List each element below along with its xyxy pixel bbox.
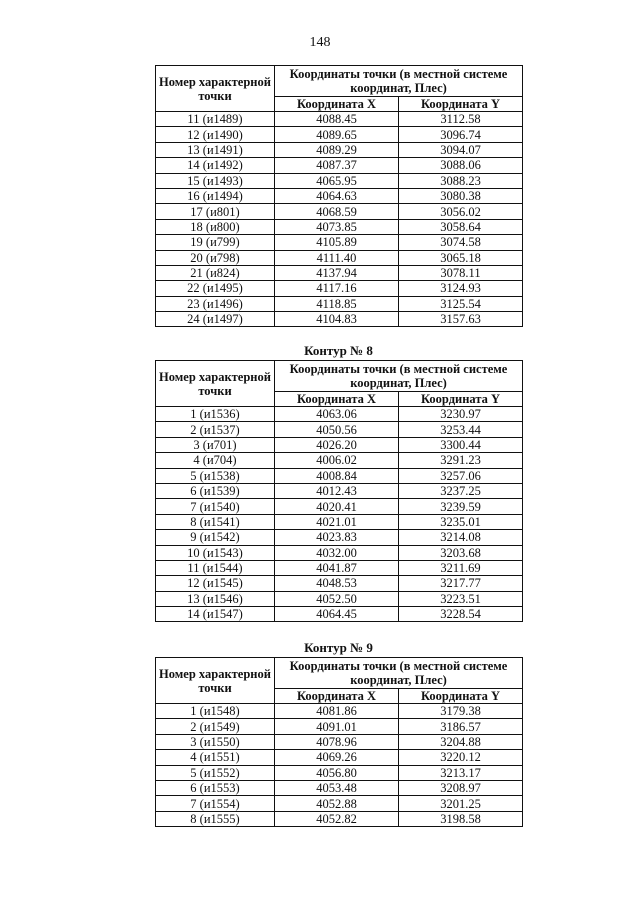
x-coordinate-cell: 4008.84	[275, 468, 399, 483]
table-row	[156, 188, 523, 203]
table-row	[156, 158, 523, 173]
table-row	[156, 499, 523, 514]
y-coordinate-cell: 3065.18	[399, 250, 523, 265]
point-number-cell: 12 (и1490)	[156, 127, 275, 142]
x-coordinate-cell: 4089.65	[275, 127, 399, 142]
y-coordinate-cell: 3198.58	[399, 811, 523, 826]
y-coordinate-cell: 3217.77	[399, 576, 523, 591]
x-coordinate-cell: 4041.87	[275, 560, 399, 575]
y-coordinate-cell: 3291.23	[399, 453, 523, 468]
table-row	[156, 811, 523, 826]
point-number-cell: 12 (и1545)	[156, 576, 275, 591]
x-coordinate-cell: 4050.56	[275, 422, 399, 437]
x-coordinate-cell: 4052.50	[275, 591, 399, 606]
x-coordinate-cell: 4064.63	[275, 188, 399, 203]
point-number-cell: 22 (и1495)	[156, 281, 275, 296]
y-coordinate-cell: 3125.54	[399, 296, 523, 311]
point-number-cell: 18 (и800)	[156, 219, 275, 234]
point-number-cell: 15 (и1493)	[156, 173, 275, 188]
y-coordinate-cell: 3074.58	[399, 235, 523, 250]
x-coordinate-cell: 4105.89	[275, 235, 399, 250]
table-row	[156, 235, 523, 250]
x-coordinate-header: Координата X	[275, 392, 399, 407]
table-row	[156, 780, 523, 795]
x-coordinate-cell: 4137.94	[275, 265, 399, 280]
table-row	[156, 142, 523, 157]
table-row	[156, 607, 523, 622]
y-coordinate-cell: 3300.44	[399, 437, 523, 452]
table-row	[156, 576, 523, 591]
y-coordinate-cell: 3211.69	[399, 560, 523, 575]
coordinates-table	[155, 360, 523, 622]
y-coordinate-cell: 3253.44	[399, 422, 523, 437]
point-number-cell: 16 (и1494)	[156, 188, 275, 203]
table-row	[156, 453, 523, 468]
y-coordinate-cell: 3157.63	[399, 312, 523, 327]
table-row	[156, 281, 523, 296]
point-number-cell: 24 (и1497)	[156, 312, 275, 327]
point-number-cell: 10 (и1543)	[156, 545, 275, 560]
contour-title: Контур № 8	[304, 343, 373, 358]
point-number-cell: 9 (и1542)	[156, 530, 275, 545]
y-coordinate-cell: 3124.93	[399, 281, 523, 296]
table-row	[156, 265, 523, 280]
point-number-cell: 11 (и1489)	[156, 112, 275, 127]
y-coordinate-cell: 3186.57	[399, 719, 523, 734]
table-row	[156, 296, 523, 311]
contour-8-block	[155, 342, 522, 622]
coordinates-header: Координаты точки (в местной системе координат, Плес)	[275, 658, 523, 689]
contour-9-block	[155, 639, 522, 827]
y-coordinate-cell: 3208.97	[399, 780, 523, 795]
x-coordinate-cell: 4089.29	[275, 142, 399, 157]
y-coordinate-header: Координата Y	[399, 689, 523, 704]
y-coordinate-cell: 3058.64	[399, 219, 523, 234]
contour-title: Контур № 9	[304, 640, 373, 655]
x-coordinate-cell: 4117.16	[275, 281, 399, 296]
point-number-cell: 6 (и1539)	[156, 483, 275, 498]
point-number-header: Номер характерной точки	[156, 658, 275, 704]
table-row	[156, 530, 523, 545]
y-coordinate-cell: 3239.59	[399, 499, 523, 514]
x-coordinate-cell: 4026.20	[275, 437, 399, 452]
point-number-cell: 1 (и1536)	[156, 407, 275, 422]
x-coordinate-cell: 4056.80	[275, 765, 399, 780]
table-row	[156, 173, 523, 188]
table-row	[156, 796, 523, 811]
table-row	[156, 514, 523, 529]
x-coordinate-cell: 4068.59	[275, 204, 399, 219]
x-coordinate-cell: 4118.85	[275, 296, 399, 311]
point-number-header: Номер характерной точки	[156, 361, 275, 407]
y-coordinate-cell: 3228.54	[399, 607, 523, 622]
table-row	[156, 483, 523, 498]
point-number-cell: 6 (и1553)	[156, 780, 275, 795]
point-number-cell: 21 (и824)	[156, 265, 275, 280]
x-coordinate-cell: 4012.43	[275, 483, 399, 498]
y-coordinate-cell: 3204.88	[399, 734, 523, 749]
point-number-cell: 13 (и1491)	[156, 142, 275, 157]
y-coordinate-cell: 3088.06	[399, 158, 523, 173]
x-coordinate-cell: 4023.83	[275, 530, 399, 545]
x-coordinate-cell: 4006.02	[275, 453, 399, 468]
table-row	[156, 312, 523, 327]
coordinates-table	[155, 657, 523, 827]
y-coordinate-cell: 3235.01	[399, 514, 523, 529]
x-coordinate-cell: 4088.45	[275, 112, 399, 127]
y-coordinate-cell: 3112.58	[399, 112, 523, 127]
y-coordinate-cell: 3179.38	[399, 704, 523, 719]
point-number-header: Номер характерной точки	[156, 66, 275, 112]
point-number-cell: 4 (и1551)	[156, 750, 275, 765]
point-number-cell: 1 (и1548)	[156, 704, 275, 719]
y-coordinate-header: Координата Y	[399, 392, 523, 407]
table-row	[156, 422, 523, 437]
x-coordinate-cell: 4073.85	[275, 219, 399, 234]
table-row	[156, 250, 523, 265]
point-number-cell: 3 (и1550)	[156, 734, 275, 749]
x-coordinate-cell: 4111.40	[275, 250, 399, 265]
table-row	[156, 112, 523, 127]
table-header-row	[156, 658, 523, 689]
x-coordinate-cell: 4087.37	[275, 158, 399, 173]
x-coordinate-cell: 4081.86	[275, 704, 399, 719]
x-coordinate-cell: 4053.48	[275, 780, 399, 795]
x-coordinate-cell: 4064.45	[275, 607, 399, 622]
y-coordinate-cell: 3201.25	[399, 796, 523, 811]
table-row	[156, 719, 523, 734]
y-coordinate-cell: 3094.07	[399, 142, 523, 157]
x-coordinate-cell: 4020.41	[275, 499, 399, 514]
x-coordinate-cell: 4104.83	[275, 312, 399, 327]
coordinates-header: Координаты точки (в местной системе координат, Плес)	[275, 66, 523, 97]
x-coordinate-cell: 4048.53	[275, 576, 399, 591]
table-row	[156, 437, 523, 452]
y-coordinate-cell: 3078.11	[399, 265, 523, 280]
y-coordinate-header: Координата Y	[399, 97, 523, 112]
x-coordinate-cell: 4052.88	[275, 796, 399, 811]
table-row	[156, 468, 523, 483]
y-coordinate-cell: 3223.51	[399, 591, 523, 606]
page-number: 148	[309, 35, 331, 50]
point-number-cell: 14 (и1547)	[156, 607, 275, 622]
table-row	[156, 704, 523, 719]
x-coordinate-cell: 4091.01	[275, 719, 399, 734]
table-row	[156, 750, 523, 765]
x-coordinate-cell: 4069.26	[275, 750, 399, 765]
point-number-cell: 8 (и1541)	[156, 514, 275, 529]
point-number-cell: 5 (и1538)	[156, 468, 275, 483]
y-coordinate-cell: 3257.06	[399, 468, 523, 483]
x-coordinate-header: Координата X	[275, 97, 399, 112]
table-row	[156, 560, 523, 575]
table-row	[156, 127, 523, 142]
point-number-cell: 3 (и701)	[156, 437, 275, 452]
x-coordinate-cell: 4065.95	[275, 173, 399, 188]
table-header-row	[156, 361, 523, 392]
x-coordinate-cell: 4021.01	[275, 514, 399, 529]
point-number-cell: 8 (и1555)	[156, 811, 275, 826]
table-row	[156, 204, 523, 219]
x-coordinate-cell: 4032.00	[275, 545, 399, 560]
y-coordinate-cell: 3096.74	[399, 127, 523, 142]
point-number-cell: 2 (и1549)	[156, 719, 275, 734]
point-number-cell: 11 (и1544)	[156, 560, 275, 575]
point-number-cell: 7 (и1540)	[156, 499, 275, 514]
point-number-cell: 19 (и799)	[156, 235, 275, 250]
point-number-cell: 20 (и798)	[156, 250, 275, 265]
y-coordinate-cell: 3080.38	[399, 188, 523, 203]
y-coordinate-cell: 3220.12	[399, 750, 523, 765]
y-coordinate-cell: 3214.08	[399, 530, 523, 545]
coordinates-table	[155, 65, 523, 327]
table-row	[156, 734, 523, 749]
x-coordinate-cell: 4063.06	[275, 407, 399, 422]
point-number-cell: 13 (и1546)	[156, 591, 275, 606]
coordinates-table-block	[155, 65, 522, 327]
y-coordinate-cell: 3088.23	[399, 173, 523, 188]
point-number-cell: 17 (и801)	[156, 204, 275, 219]
y-coordinate-cell: 3237.25	[399, 483, 523, 498]
x-coordinate-header: Координата X	[275, 689, 399, 704]
x-coordinate-cell: 4052.82	[275, 811, 399, 826]
x-coordinate-cell: 4078.96	[275, 734, 399, 749]
y-coordinate-cell: 3056.02	[399, 204, 523, 219]
point-number-cell: 23 (и1496)	[156, 296, 275, 311]
coordinates-header: Координаты точки (в местной системе координат, Плес)	[275, 361, 523, 392]
point-number-cell: 2 (и1537)	[156, 422, 275, 437]
point-number-cell: 7 (и1554)	[156, 796, 275, 811]
table-row	[156, 591, 523, 606]
point-number-cell: 5 (и1552)	[156, 765, 275, 780]
table-row	[156, 765, 523, 780]
y-coordinate-cell: 3213.17	[399, 765, 523, 780]
point-number-cell: 14 (и1492)	[156, 158, 275, 173]
table-row	[156, 545, 523, 560]
y-coordinate-cell: 3230.97	[399, 407, 523, 422]
point-number-cell: 4 (и704)	[156, 453, 275, 468]
table-row	[156, 219, 523, 234]
table-header-row	[156, 66, 523, 97]
table-row	[156, 407, 523, 422]
y-coordinate-cell: 3203.68	[399, 545, 523, 560]
